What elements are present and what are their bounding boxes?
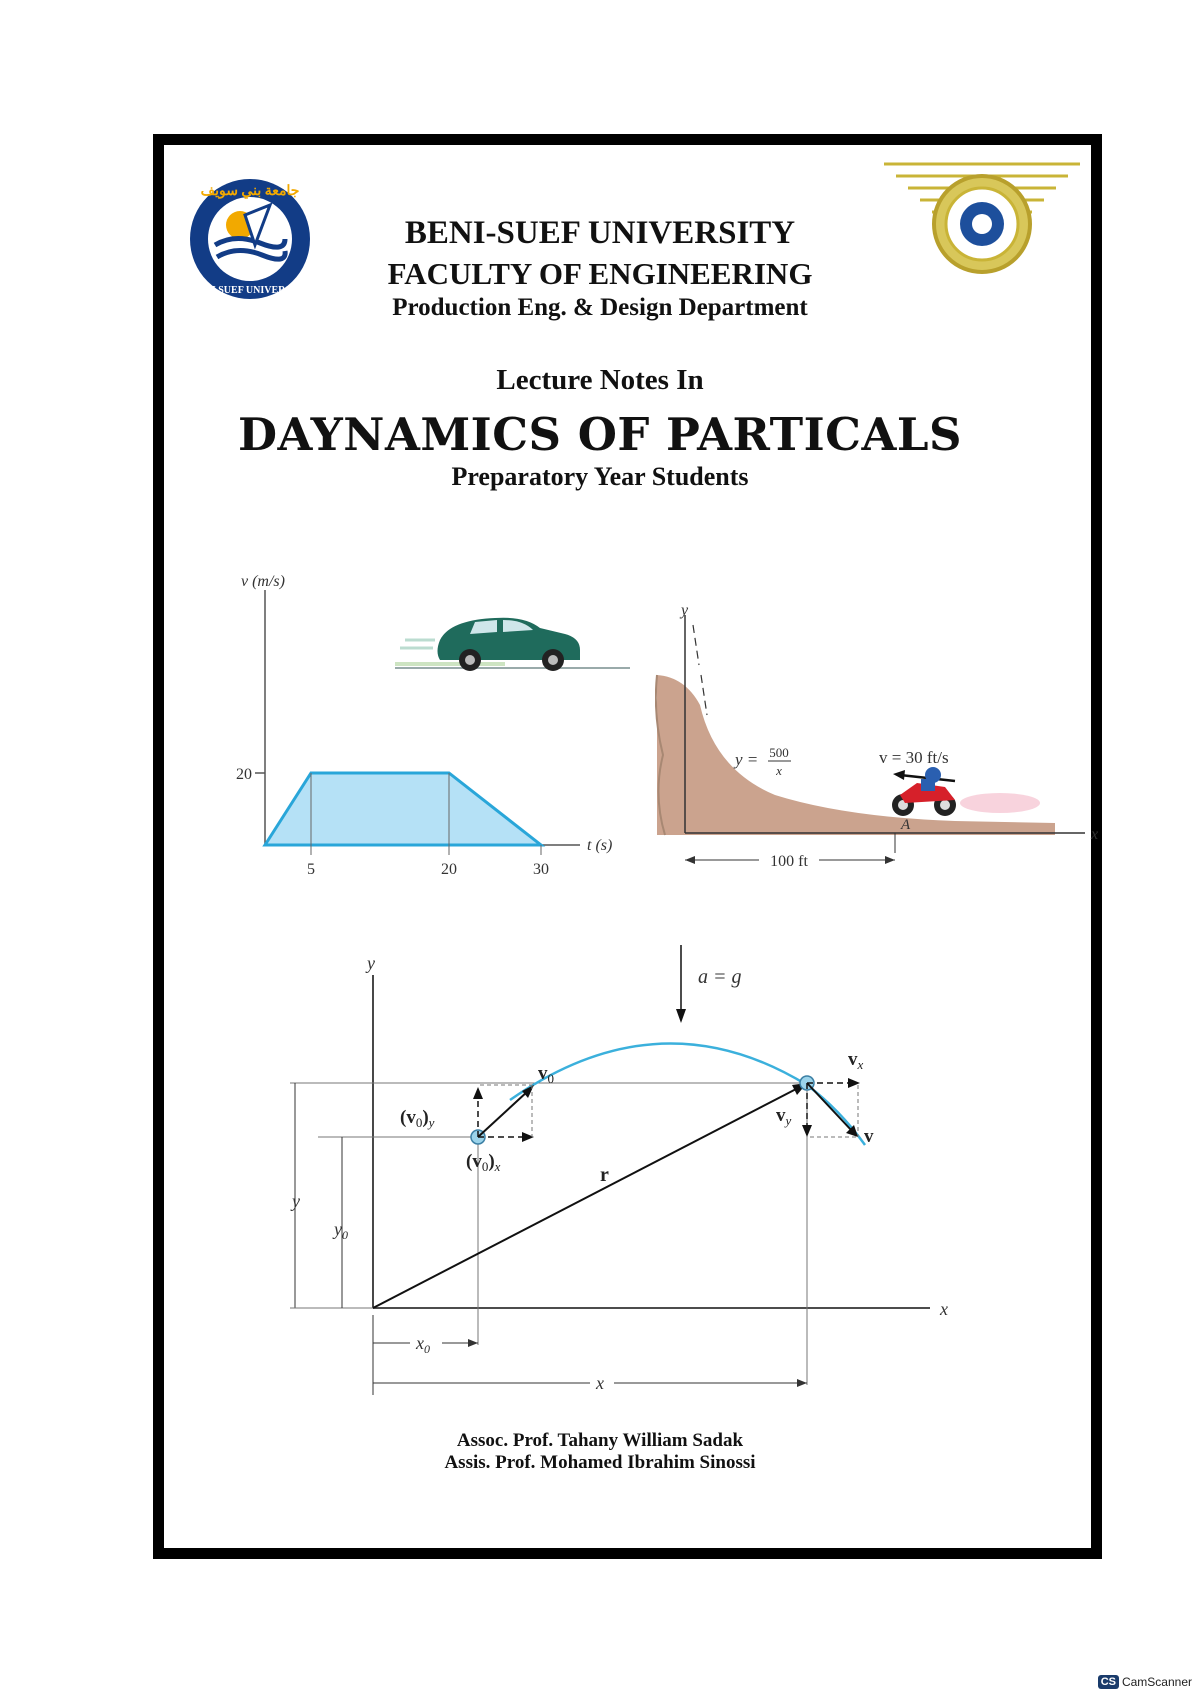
proj-y0-label: $y_0$ bbox=[334, 1219, 348, 1242]
department-name: Production Eng. & Design Department bbox=[392, 294, 808, 321]
proj-v-label: v bbox=[864, 1126, 874, 1147]
proj-y-dim-label: y bbox=[292, 1191, 300, 1211]
vt-y-axis-label: v (m/s) bbox=[241, 573, 285, 590]
moto-curve-equation: y = bbox=[735, 750, 759, 769]
audience-text: Preparatory Year Students bbox=[451, 462, 749, 491]
projectile-motion-figure bbox=[270, 945, 990, 1405]
proj-y-axis-label: y bbox=[367, 953, 375, 973]
logo-arabic-text: جامعة بني سويف bbox=[200, 184, 300, 199]
velocity-time-graph bbox=[235, 570, 635, 890]
proj-v0y-label: $(v_0)_y$ bbox=[400, 1107, 435, 1130]
camscanner-text: CamScanner bbox=[1121, 1675, 1192, 1689]
vt-x-tick-30: 30 bbox=[533, 861, 549, 878]
proj-v0x-label: $(v_0)_x$ bbox=[466, 1151, 501, 1174]
motorcycle-illustration bbox=[892, 767, 1040, 816]
proj-v0-label: $v_0$ bbox=[538, 1063, 554, 1086]
moto-curve-numerator: 500 bbox=[769, 745, 789, 760]
proj-x-axis-label: x bbox=[940, 1299, 948, 1319]
author-2: Assis. Prof. Mohamed Ibrahim Sinossi bbox=[444, 1452, 756, 1473]
moto-distance-label: 100 ft bbox=[770, 853, 808, 870]
vt-y-tick-20: 20 bbox=[236, 766, 252, 783]
author-1: Assoc. Prof. Tahany William Sadak bbox=[456, 1430, 744, 1451]
proj-vy-label: $v_y$ bbox=[776, 1105, 792, 1128]
camscanner-badge: CS bbox=[1098, 1675, 1119, 1689]
course-title: DAYNAMICS OF PARTICALS bbox=[237, 408, 962, 461]
proj-x0-label: $x_0$ bbox=[416, 1333, 430, 1356]
moto-curve-denominator: x bbox=[776, 763, 782, 778]
moto-point-a: A bbox=[901, 817, 911, 833]
moto-y-axis-label: y bbox=[681, 602, 689, 619]
moto-speed-label: v = 30 ft/s bbox=[879, 748, 949, 767]
moto-x-axis-label: x bbox=[1091, 826, 1099, 843]
proj-vx-label: $v_x$ bbox=[848, 1049, 864, 1072]
proj-accel-label: a = g bbox=[698, 966, 742, 988]
lecture-notes-prefix: Lecture Notes In bbox=[496, 364, 704, 396]
motorcycle-curve-figure bbox=[655, 595, 1105, 880]
faculty-name: FACULTY OF ENGINEERING bbox=[387, 256, 813, 291]
vt-x-tick-20: 20 bbox=[441, 861, 457, 878]
vt-x-tick-5: 5 bbox=[307, 861, 315, 878]
logo-english-text: BENI SUEF UNIVERSITY bbox=[191, 285, 309, 296]
university-name: BENI-SUEF UNIVERSITY bbox=[404, 215, 796, 251]
vt-x-axis-label: t (s) bbox=[587, 837, 613, 854]
proj-x-dim-label: x bbox=[596, 1373, 604, 1393]
camscanner-watermark bbox=[1098, 1675, 1192, 1689]
proj-r-label: r bbox=[600, 1164, 609, 1186]
car-illustration bbox=[395, 618, 630, 671]
